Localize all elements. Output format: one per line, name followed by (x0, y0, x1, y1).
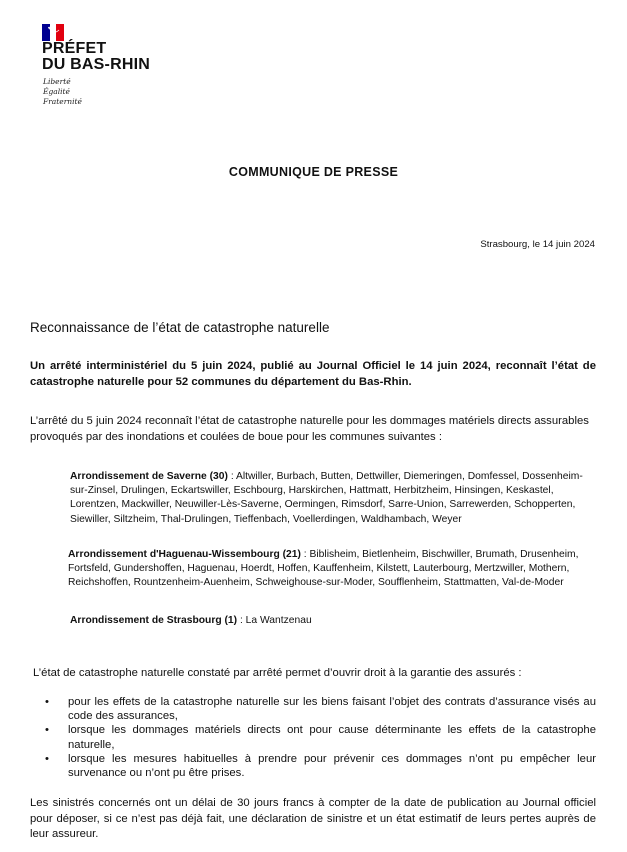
rights-intro: L’état de catastrophe naturelle constaté par arrêté permet d’ouvrir droit à la garantie des assurés : (33, 667, 522, 679)
bullet-icon: • (45, 696, 49, 708)
list-item (44, 752, 596, 780)
list-item-text: pour les effets de la catastrophe naturelle sur les biens faisant l’objet des contrats d’assurance visés au code des assurances, (68, 696, 596, 723)
press-release-heading: COMMUNIQUE DE PRESSE (228, 165, 399, 179)
arrondissement-haguenau (68, 548, 596, 591)
list-item (44, 695, 596, 723)
commune-list: : La Wantzenau (237, 615, 312, 626)
motto-fraternite: Fraternité (43, 97, 82, 106)
guarantee-conditions-list (44, 695, 596, 780)
institution-line-1: PRÉFET (42, 40, 107, 57)
list-item-text: lorsque les dommages matériels directs ont pour cause déterminante les effets de la catastrophe naturelle, (68, 724, 596, 751)
motto-liberte: Liberté (43, 77, 71, 86)
arrondissement-saverne (70, 470, 598, 527)
commune-list: : Biblisheim, Bietlenheim, Bischwiller, Brumath, Drusenheim, Fortsfeld, Gundershoffen, Haguenau, Hoerdt, Hoffen, Kauffenheim, Kilstett, Lauterbourg, Mertzwiller, Mothern, Reichshoffen, Rountzenheim-Auenheim, Schweighouse-sur-Moder, Soufflenheim, Stattmatten, Val-de-Moder (68, 549, 579, 589)
republic-motto (43, 77, 82, 107)
closing-paragraph: Les sinistrés concernés ont un délai de 30 jours francs à compter de la date de publication au Journal officiel pour déposer, si ce n’est pas déjà fait, une déclaration de sinistre et un état estimatif de leurs pertes auprès de leur assureur. (30, 797, 596, 840)
bullet-icon: • (45, 752, 49, 765)
list-item (44, 723, 596, 751)
arrondissement-name: Arrondissement de Strasbourg (1) (70, 615, 238, 626)
arrondissement-strasbourg (70, 614, 598, 628)
commune-list: : Altwiller, Burbach, Butten, Dettwiller, Diemeringen, Domfessel, Dossenheim-sur-Zinsel, Drulingen, Eckartswiller, Eschbourg, Harskirchen, Hattmatt, Herbitzheim, Hinsingen, Keskastel, Lorentzen, Mackwiller, Neuwiller-Lès-Saverne, Oermingen, Rimsdorf, Sarre-Union, Sarrewerden, Schopperten, Siewiller, Siltzheim, Thal-Drulingen, Tieffenbach, Voellerdingen, Waldhambach, Weyer (70, 471, 583, 525)
intro-paragraph: L’arrêté du 5 juin 2024 reconnaît l’état de catastrophe naturelle pour les dommages matériels directs assurables provoqués par des inondations et coulées de boue pour les communes suivantes : (30, 415, 589, 443)
document-title: Reconnaissance de l’état de catastrophe naturelle (30, 320, 330, 335)
bullet-icon: • (45, 724, 49, 737)
motto-egalite: Égalité (43, 87, 70, 96)
marianne-logo-icon (42, 24, 64, 41)
institution-line-2: DU BAS-RHIN (42, 56, 150, 73)
dateline: Strasbourg, le 14 juin 2024 (480, 239, 595, 250)
lead-paragraph: Un arrêté interministériel du 5 juin 2024, publié au Journal Officiel le 14 juin 2024, reconnaît l’état de catastrophe naturelle pour 52 communes du département du Bas-Rhin. (30, 360, 596, 388)
arrondissement-name: Arrondissement d'Haguenau-Wissembourg (21) (68, 549, 301, 560)
institution-name (42, 41, 150, 73)
list-item-text: lorsque les mesures habituelles à prendre pour prévenir ces dommages n’ont pu empêcher leur survenance ou n’ont pu être prises. (68, 752, 596, 780)
arrondissement-name: Arrondissement de Saverne (30) (70, 471, 228, 482)
